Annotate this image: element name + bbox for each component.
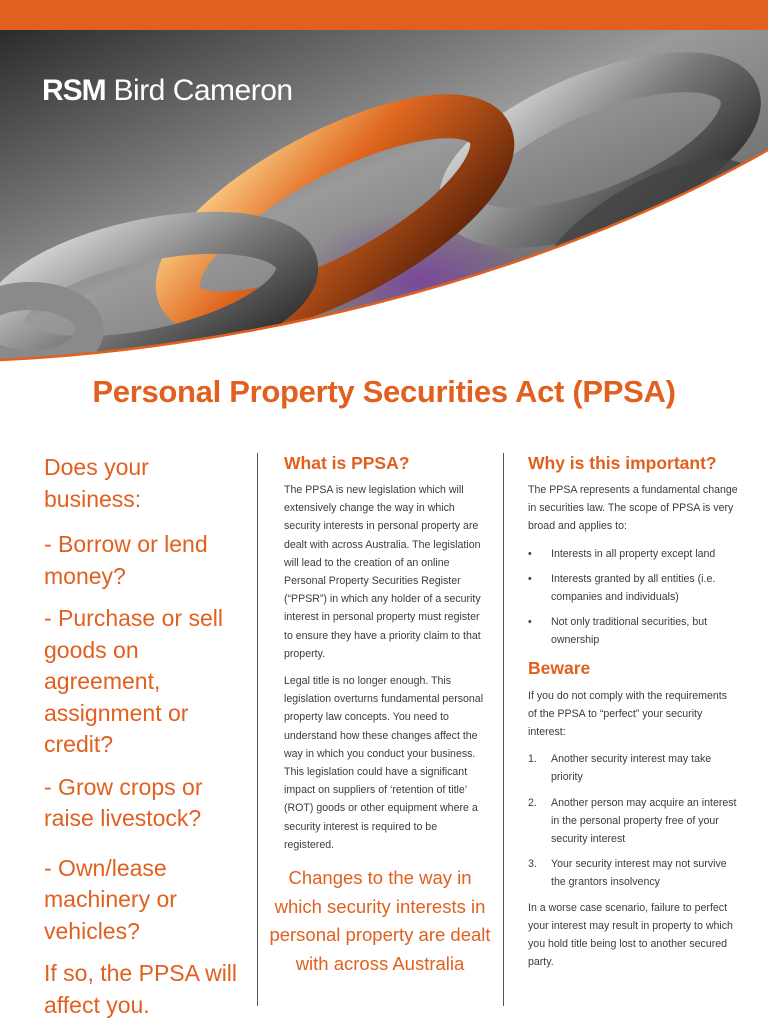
scope-list [528, 545, 738, 650]
list-item [528, 545, 738, 563]
list-number: 3. [528, 858, 537, 871]
top-accent-bar [0, 0, 768, 30]
left-column [44, 452, 244, 1024]
body-paragraph: Legal title is no longer enough. This legislation overturns fundamental personal property law concepts. You need to understand how these changes affect the way in which you conduct your business. This legislation could have a significant impact on suppliers of ‘retention of title’ (ROT) goods or other equipment where a security interest is required to be registered. [284, 675, 484, 851]
brand-logo [42, 74, 293, 108]
list-item [528, 794, 738, 849]
column-divider [503, 453, 504, 1006]
body-paragraph: If you do not comply with the requirements of the PPSA to “perfect” your security interest: [528, 689, 728, 739]
what-is-ppsa-heading: What is PPSA? [284, 453, 410, 473]
list-item [528, 855, 738, 891]
list-item [528, 613, 738, 649]
right-column [528, 452, 738, 980]
brand-name: Bird Cameron [113, 74, 293, 107]
column-divider [257, 453, 258, 1006]
business-question-intro: Does your business: [44, 454, 149, 512]
list-item [528, 570, 738, 606]
list-item-text: Another security interest may take priority [551, 753, 712, 784]
list-number: 1. [528, 753, 537, 766]
bullet-marker: • [528, 572, 532, 585]
consequence-list [528, 750, 738, 891]
bullet-marker: • [528, 547, 532, 560]
list-item-text: Interests in all property except land [551, 547, 716, 560]
bullet-marker: • [528, 616, 532, 629]
body-paragraph: The PPSA is new legislation which will extensively change the way in which security interests in personal property are dealt with across Australia. The legislation will lead to the creation of an online Personal Property Securities Register (“PPSR”) in which any holder of a security interest in personal property must register to ensure they have a priority claim to that property. [284, 484, 481, 660]
conclusion-text: If so, the PPSA will affect you. [44, 960, 238, 1018]
list-item [528, 750, 738, 786]
body-paragraph: The PPSA represents a fundamental change in securities law. The scope of PPSA is very broad and applies to: [528, 484, 738, 533]
business-question: - Purchase or sell goods on agreement, assignment or credit? [44, 605, 223, 757]
beware-heading: Beware [528, 657, 591, 678]
list-item-text: Your security interest may not survive the grantors insolvency [551, 858, 727, 889]
middle-column [284, 452, 484, 863]
page-title: Personal Property Securities Act (PPSA) [92, 374, 676, 409]
list-number: 2. [528, 796, 537, 809]
why-important-heading: Why is this important? [528, 453, 717, 473]
pull-quote: Changes to the way in which security interests in personal property are dealt with across Australia [269, 867, 491, 974]
business-question: - Grow crops or raise livestock? [44, 773, 203, 831]
business-question: - Borrow or lend money? [44, 531, 208, 589]
body-paragraph: In a worse case scenario, failure to perfect your interest may result in property to which you hold title being lost to another secured party. [528, 901, 733, 969]
list-item-text: Interests granted by all entities (i.e. companies and individuals) [551, 572, 716, 604]
list-item-text: Another person may acquire an interest in the personal property free of your security interest [551, 796, 737, 846]
business-question: - Own/lease machinery or vehicles? [44, 854, 177, 944]
brand-rsm: RSM [42, 74, 106, 107]
list-item-text: Not only traditional securities, but ownership [551, 616, 708, 647]
